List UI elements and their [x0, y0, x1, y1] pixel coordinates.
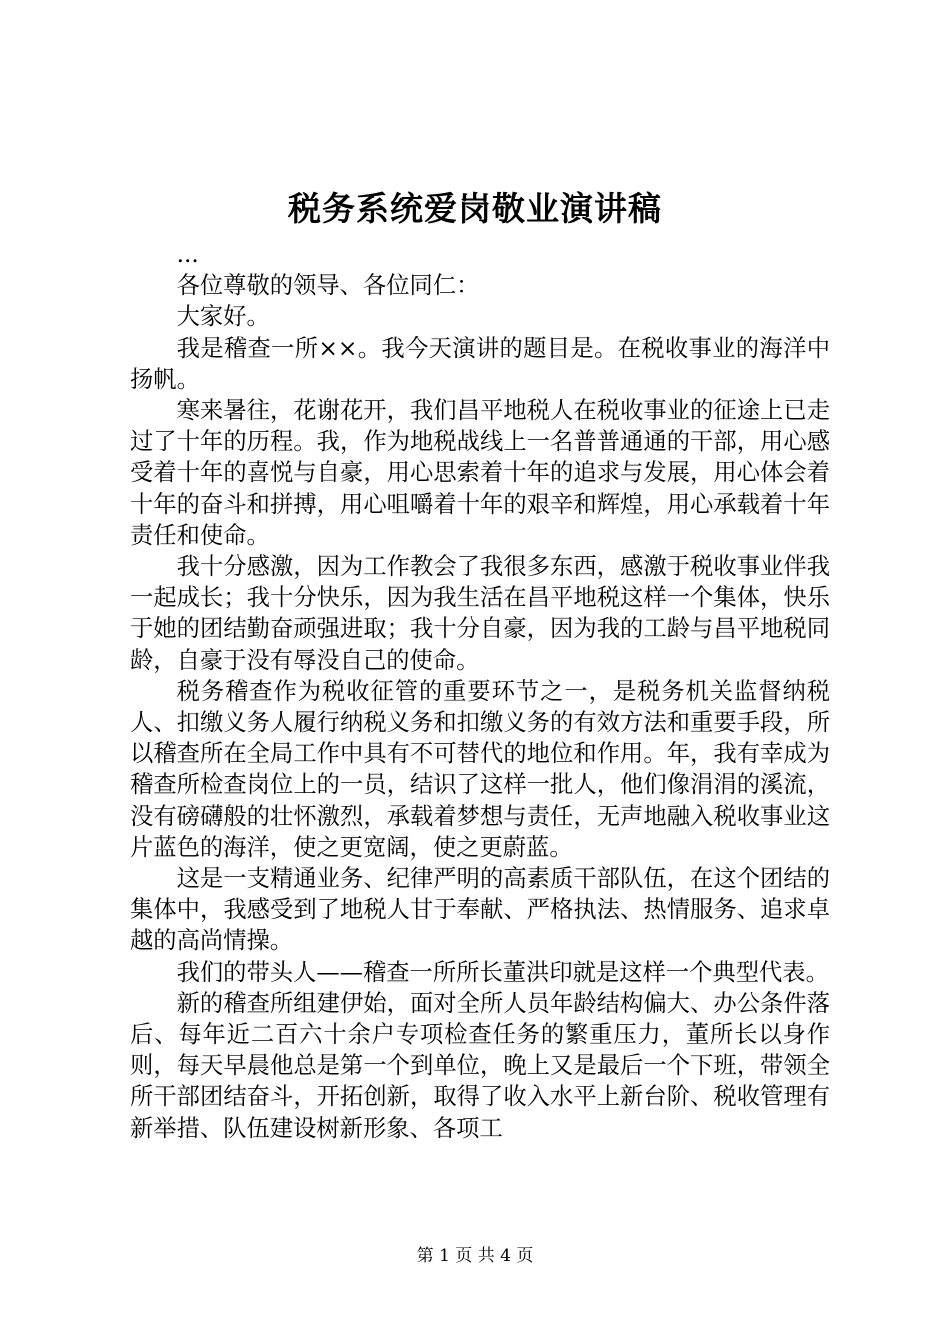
paragraph: 寒来暑往，花谢花开，我们昌平地税人在税收事业的征途上已走过了十年的历程。我，作为地税战线上一名普普通通的干部，用心感受着十年的喜悦与自豪，用心思索着十年的追求与发展，用心体会着十年的奋斗和拼搏，用心咀嚼着十年的艰辛和辉煌，用心承载着十年责任和使命。: [130, 397, 830, 549]
paragraph: 我是稽查一所××。我今天演讲的题目是。在税收事业的海洋中扬帆。: [130, 334, 830, 393]
document-title: 税务系统爱岗敬业演讲稿: [288, 189, 662, 228]
paragraph: ...: [176, 241, 199, 268]
document-body: [130, 239, 830, 1144]
paragraph: 大家好。: [176, 303, 270, 331]
paragraph: 各位尊敬的领导、各位同仁：: [176, 272, 480, 300]
page-number-footer: 第 1 页 共 4 页: [416, 1246, 534, 1266]
paragraph: 税务稽查作为税收征管的重要环节之一，是税务机关监督纳税人、扣缴义务人履行纳税义务和扣缴义务的有效方法和重要手段，所以稽查所在全局工作中具有不可替代的地位和作用。年，我有幸成为稽查所检查岗位上的一员，结识了这样一批人，他们像涓涓的溪流，没有磅礴般的壮怀激烈，承载着梦想与责任，无声地融入税收事业这片蓝色的海洋，使之更宽阔，使之更蔚蓝。: [130, 677, 830, 861]
paragraph: 我们的带头人——稽查一所所长董洪印就是这样一个典型代表。: [176, 958, 829, 986]
paragraph: 这是一支精通业务、纪律严明的高素质干部队伍，在这个团结的集体中，我感受到了地税人甘于奉献、严格执法、热情服务、追求卓越的高尚情操。: [130, 865, 830, 955]
paragraph: 新的稽查所组建伊始，面对全所人员年龄结构偏大、办公条件落后、每年近二百六十余户专项检查任务的繁重压力，董所长以身作则，每天早晨他总是第一个到单位，晚上又是最后一个下班，带领全所干部团结奋斗，开拓创新，取得了收入水平上新台阶、税收管理有新举措、队伍建设树新形象、各项工: [130, 989, 830, 1142]
paragraph: 我十分感激，因为工作教会了我很多东西，感激于税收事业伴我一起成长；我十分快乐，因为我生活在昌平地税这样一个集体，快乐于她的团结勤奋顽强进取；我十分自豪，因为我的工龄与昌平地税同龄，自豪于没有辱没自己的使命。: [130, 553, 830, 674]
